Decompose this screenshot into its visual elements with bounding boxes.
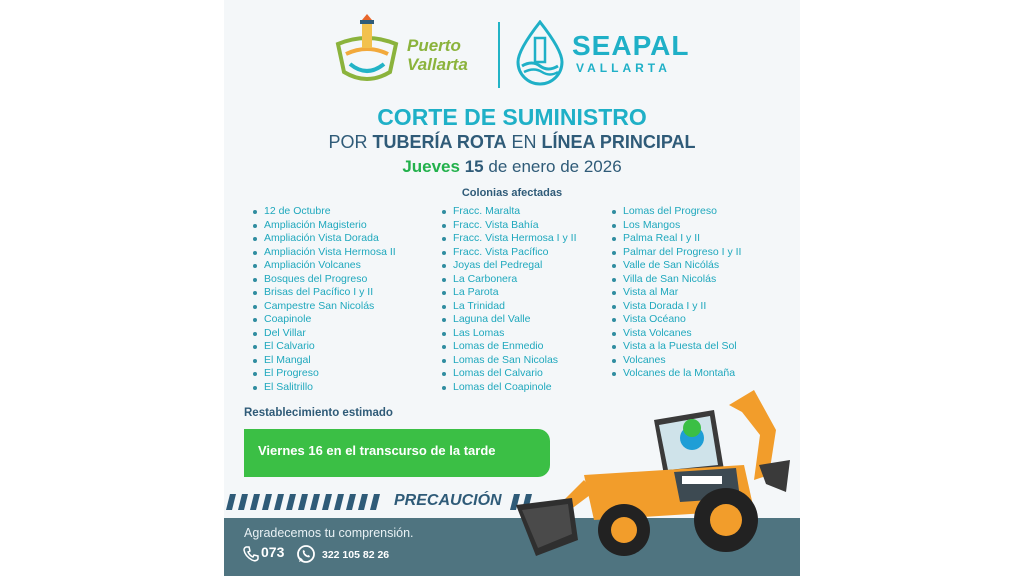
colonia-item: Campestre San Nicolás xyxy=(253,300,396,314)
colonia-item: Ampliación Volcanes xyxy=(253,259,396,273)
colonia-item: Fracc. Vista Hermosa I y II xyxy=(442,232,577,246)
colonia-item: Los Mangos xyxy=(612,219,741,233)
colonia-item: Vista al Mar xyxy=(612,286,741,300)
colonia-item: Palma Real I y II xyxy=(612,232,741,246)
colonia-item: Lomas del Coapinole xyxy=(442,381,577,395)
colonias-heading: Colonias afectadas xyxy=(461,187,563,199)
subheadline-mid: EN xyxy=(506,132,542,152)
colonias-list-column-1 xyxy=(253,205,396,394)
whatsapp-number[interactable]: 322 105 82 26 xyxy=(322,549,390,561)
date-rest: de enero de 2026 xyxy=(488,157,622,176)
colonia-item: Brisas del Pacífico I y II xyxy=(253,286,396,300)
colonia-item: El Progreso xyxy=(253,367,396,381)
colonia-item: Lomas del Progreso xyxy=(612,205,741,219)
colonia-item: Villa de San Nicolás xyxy=(612,273,741,287)
colonia-item: Vista Océano xyxy=(612,313,741,327)
colonia-item: Del Villar xyxy=(253,327,396,341)
event-date xyxy=(224,157,800,177)
subheadline-pre: POR xyxy=(328,132,373,152)
colonia-item: Lomas de San Nicolas xyxy=(442,354,577,368)
colonia-item: Ampliación Vista Hermosa II xyxy=(253,246,396,260)
colonia-item: Volcanes xyxy=(612,354,741,368)
phone-icon xyxy=(242,545,260,563)
pv-line1: Puerto xyxy=(407,36,461,55)
colonia-item: La Carbonera xyxy=(442,273,577,287)
colonia-item: Vista Dorada I y II xyxy=(612,300,741,314)
colonia-item: Bosques del Progreso xyxy=(253,273,396,287)
colonia-item: Ampliación Vista Dorada xyxy=(253,232,396,246)
date-day: Jueves xyxy=(402,157,460,176)
seapal-logo-icon xyxy=(514,20,566,86)
colonia-item: Volcanes de la Montaña xyxy=(612,367,741,381)
colonia-item: La Parota xyxy=(442,286,577,300)
whatsapp-icon xyxy=(296,544,316,564)
colonia-item: Fracc. Vista Pacífico xyxy=(442,246,577,260)
colonia-item: Vista a la Puesta del Sol xyxy=(612,340,741,354)
colonia-item: Fracc. Maralta xyxy=(442,205,577,219)
colonia-item: Lomas del Calvario xyxy=(442,367,577,381)
colonia-item: El Salitrillo xyxy=(253,381,396,395)
logo-divider xyxy=(498,22,500,88)
colonia-item: Fracc. Vista Bahía xyxy=(442,219,577,233)
announcement-poster xyxy=(224,0,800,576)
puerto-vallarta-logo-icon xyxy=(332,14,402,86)
emergency-number[interactable]: 073 xyxy=(261,544,285,560)
colonia-item: Laguna del Valle xyxy=(442,313,577,327)
subheadline xyxy=(224,132,800,153)
restoration-text: Viernes 16 en el transcurso de la tarde xyxy=(258,443,496,458)
restoration-label: Restablecimiento estimado xyxy=(244,407,393,419)
pv-line2: Vallarta xyxy=(407,55,468,74)
puerto-vallarta-wordmark xyxy=(407,36,468,74)
headline: CORTE DE SUMINISTRO xyxy=(377,104,647,130)
colonia-item: Coapinole xyxy=(253,313,396,327)
colonias-list-column-2 xyxy=(442,205,577,394)
colonia-item: Valle de San Nicólás xyxy=(612,259,741,273)
seapal-wordmark: SEAPAL xyxy=(572,30,690,61)
colonia-item: Palmar del Progreso I y II xyxy=(612,246,741,260)
colonia-item: El Calvario xyxy=(253,340,396,354)
backhoe-illustration xyxy=(514,380,800,576)
colonias-list-column-3 xyxy=(612,205,741,381)
colonia-item: La Trinidad xyxy=(442,300,577,314)
thanks-text: Agradecemos tu comprensión. xyxy=(244,526,414,540)
colonia-item: El Mangal xyxy=(253,354,396,368)
precaution-label: PRECAUCIÓN xyxy=(394,492,502,509)
colonia-item: Joyas del Pedregal xyxy=(442,259,577,273)
subheadline-bold1: TUBERÍA ROTA xyxy=(372,132,507,152)
subheadline-bold2: LÍNEA PRINCIPAL xyxy=(541,132,696,152)
seapal-subtitle: VALLARTA xyxy=(576,61,671,75)
colonia-item: Las Lomas xyxy=(442,327,577,341)
colonia-item: Vista Volcanes xyxy=(612,327,741,341)
date-number: 15 xyxy=(464,157,484,176)
colonia-item: Lomas de Enmedio xyxy=(442,340,577,354)
colonia-item: 12 de Octubre xyxy=(253,205,396,219)
colonia-item: Ampliación Magisterio xyxy=(253,219,396,233)
